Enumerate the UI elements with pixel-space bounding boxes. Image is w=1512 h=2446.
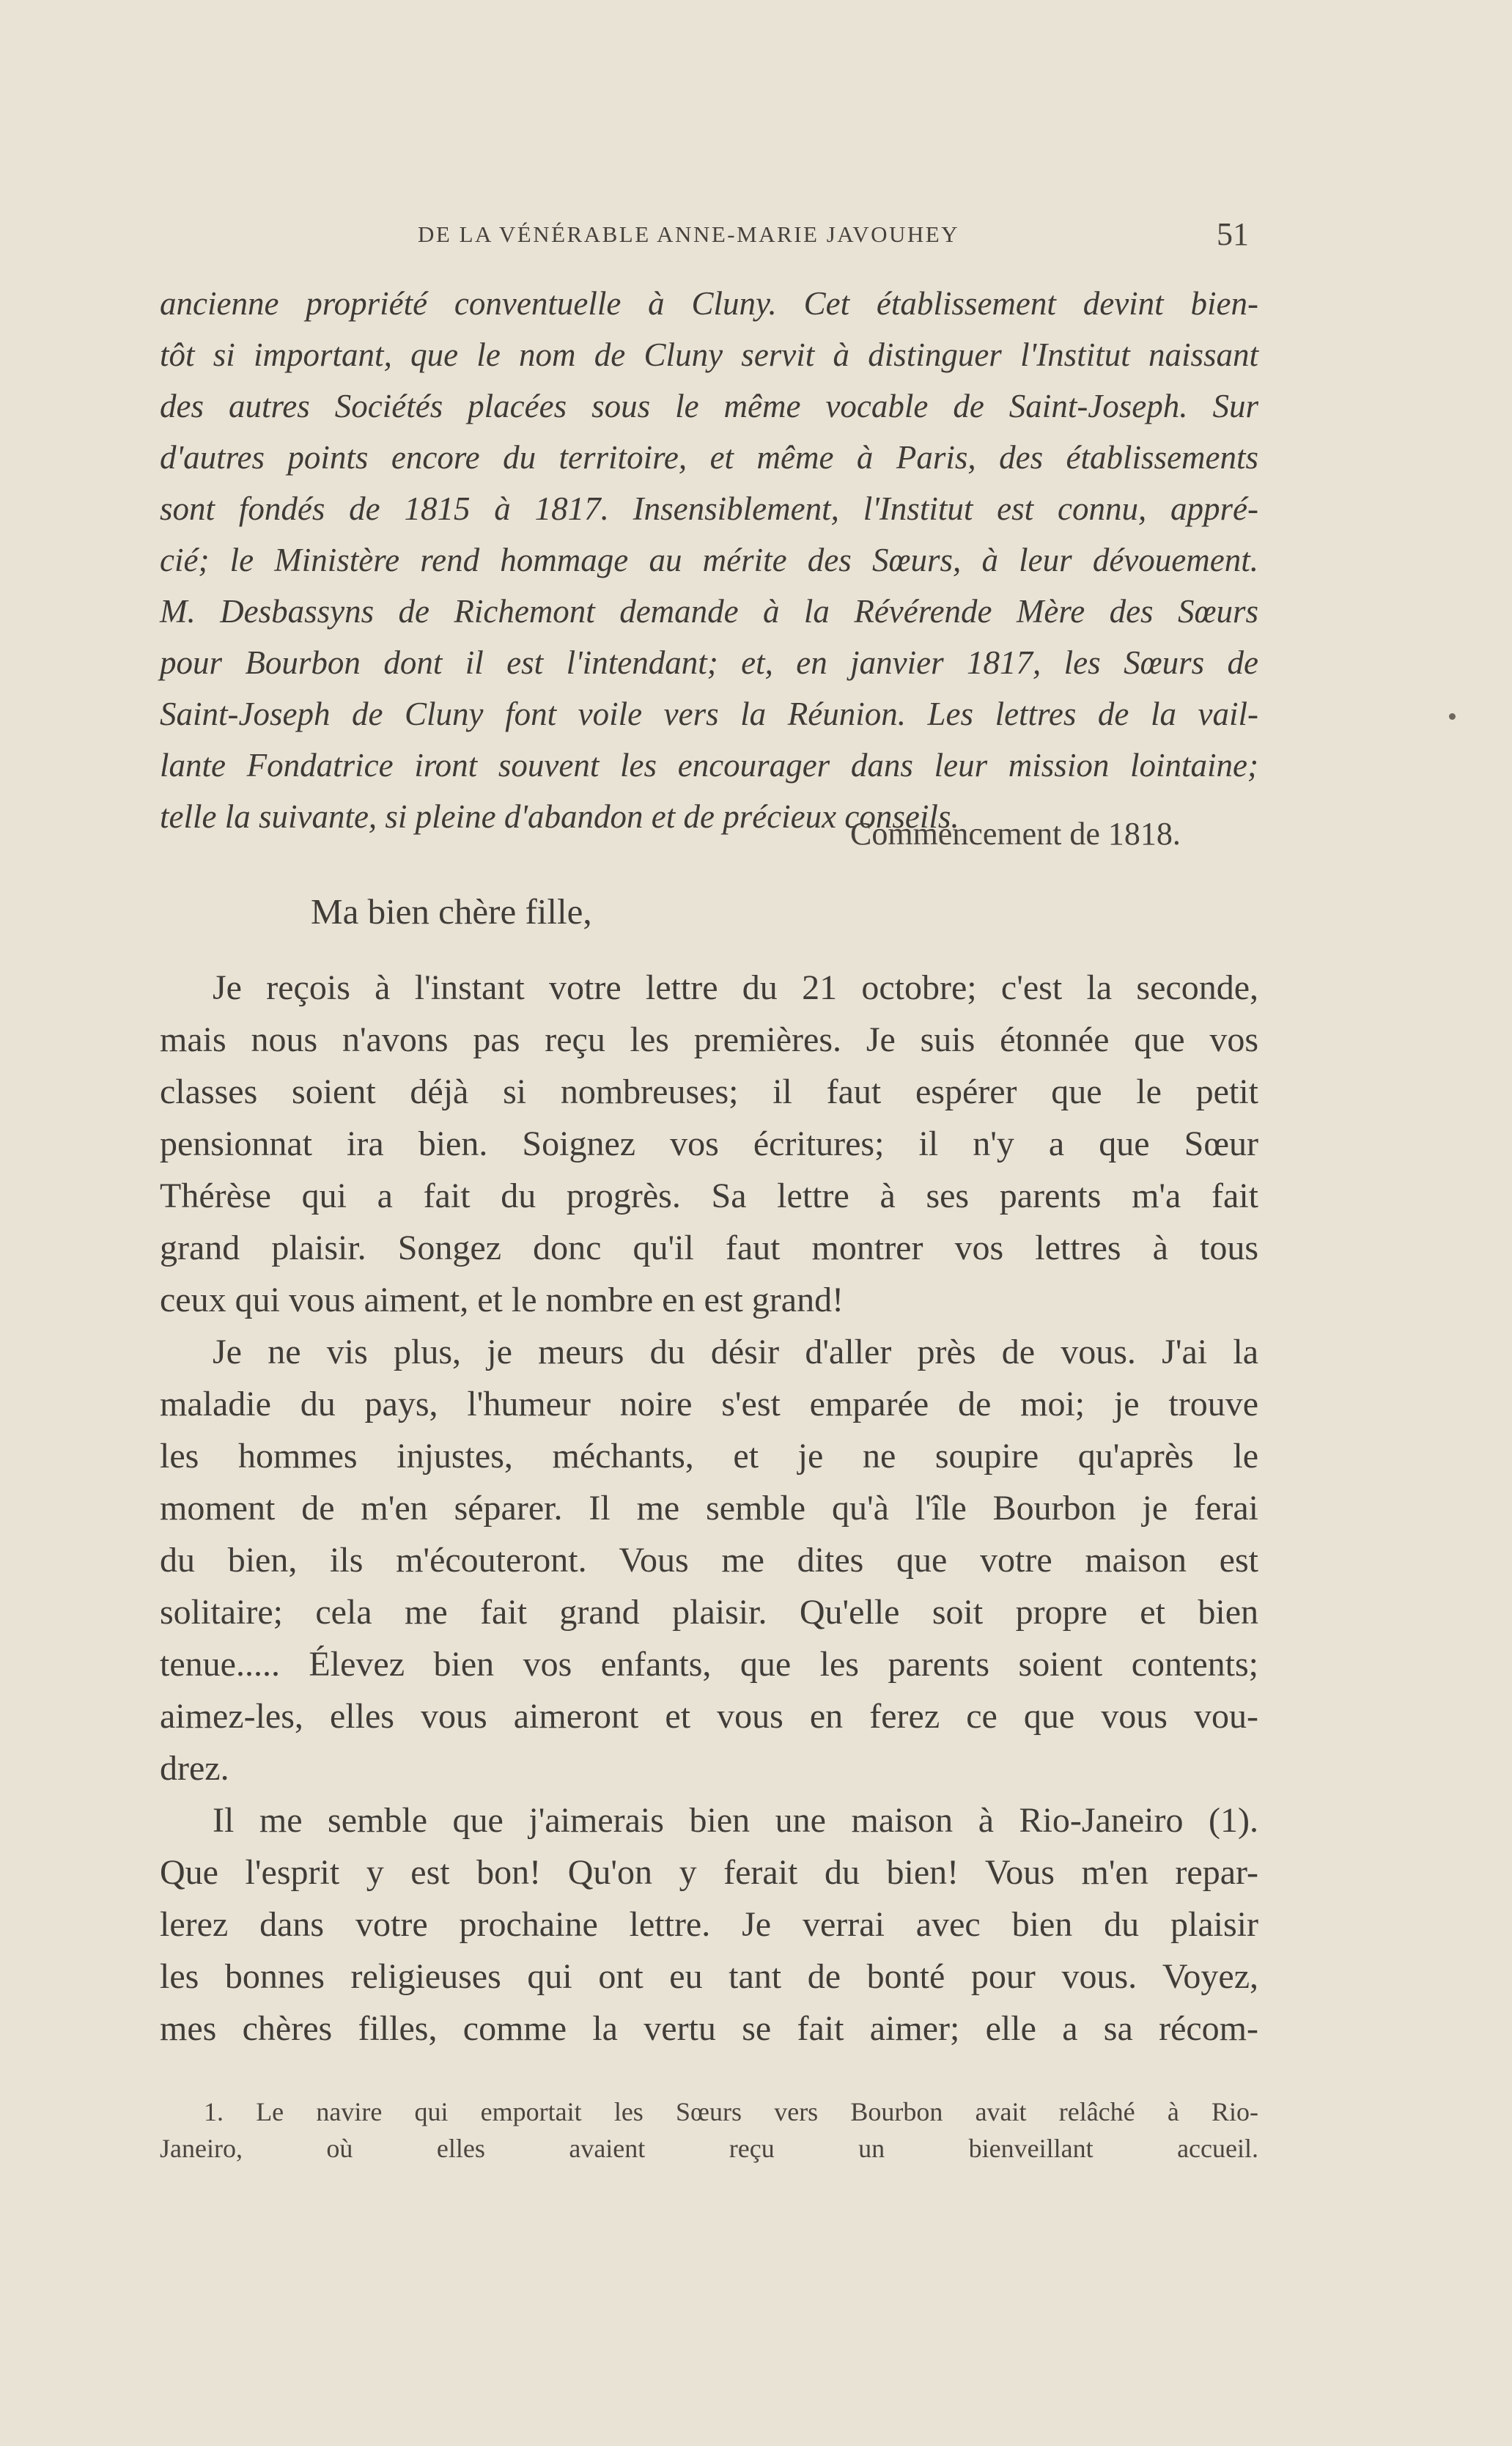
footnote-line: Janeiro, où elles avaient reçu un bienveillant accueil. bbox=[160, 2134, 1258, 2163]
intro-line: telle la suivante, si pleine d'abandon et de précieux conseils. bbox=[160, 798, 959, 835]
letter-line: Thérèse qui a fait du progrès. Sa lettre à ses parents m'a fait bbox=[160, 1176, 1258, 1215]
letter-line: tenue..... Élevez bien vos enfants, que les parents soient contents; bbox=[160, 1645, 1258, 1684]
letter-line: moment de m'en séparer. Il me semble qu'à l'île Bourbon je ferai bbox=[160, 1489, 1258, 1528]
letter-line: mais nous n'avons pas reçu les premières. Je suis étonnée que vos bbox=[160, 1020, 1258, 1059]
intro-line: d'autres points encore du territoire, et même à Paris, des établissements bbox=[160, 439, 1258, 476]
letter-line: grand plaisir. Songez donc qu'il faut montrer vos lettres à tous bbox=[160, 1228, 1258, 1267]
letter-line: du bien, ils m'écouteront. Vous me dites que votre maison est bbox=[160, 1541, 1258, 1580]
letter-line: les hommes injustes, méchants, et je ne soupire qu'après le bbox=[160, 1437, 1258, 1476]
page-number: 51 bbox=[1217, 216, 1249, 252]
intro-line: ancienne propriété conventuelle à Cluny. Cet établissement devint bien- bbox=[160, 285, 1258, 322]
letter-line: les bonnes religieuses qui ont eu tant de bonté pour vous. Voyez, bbox=[160, 1957, 1258, 1996]
footnote-line: 1. Le navire qui emportait les Sœurs vers Bourbon avait relâché à Rio- bbox=[204, 2097, 1258, 2126]
letter-line: Que l'esprit y est bon! Qu'on y ferait du bien! Vous m'en repar- bbox=[160, 1853, 1258, 1892]
intro-line: tôt si important, que le nom de Cluny servit à distinguer l'Institut naissant bbox=[160, 336, 1258, 373]
letter-line: ceux qui vous aiment, et le nombre en est grand! bbox=[160, 1281, 844, 1319]
intro-line: Saint-Joseph de Cluny font voile vers la Réunion. Les lettres de la vail- bbox=[160, 696, 1258, 732]
letter-line: pensionnat ira bien. Soignez vos écritures; il n'y a que Sœur bbox=[160, 1124, 1258, 1163]
letter-dateline: Commencement de 1818. bbox=[850, 816, 1181, 852]
intro-line: M. Desbassyns de Richemont demande à la Révérende Mère des Sœurs bbox=[160, 593, 1258, 630]
running-title: DE LA VÉNÉRABLE ANNE-MARIE JAVOUHEY bbox=[418, 221, 960, 247]
letter-line: maladie du pays, l'humeur noire s'est emparée de moi; je trouve bbox=[160, 1385, 1258, 1423]
letter-salutation: Ma bien chère fille, bbox=[311, 891, 592, 932]
letter-line: mes chères filles, comme la vertu se fait aimer; elle a sa récom- bbox=[160, 2009, 1258, 2048]
intro-line: lante Fondatrice iront souvent les encourager dans leur mission lointaine; bbox=[160, 747, 1258, 784]
letter-line: Je ne vis plus, je meurs du désir d'aller près de vous. J'ai la bbox=[213, 1333, 1258, 1371]
letter-line: Il me semble que j'aimerais bien une maison à Rio-Janeiro (1). bbox=[213, 1801, 1258, 1840]
letter-line: Je reçois à l'instant votre lettre du 21 octobre; c'est la seconde, bbox=[213, 968, 1258, 1007]
letter-line: solitaire; cela me fait grand plaisir. Qu'elle soit propre et bien bbox=[160, 1593, 1258, 1632]
paper-speck bbox=[1449, 713, 1456, 720]
intro-line: des autres Sociétés placées sous le même vocable de Saint-Joseph. Sur bbox=[160, 388, 1258, 424]
intro-line: pour Bourbon dont il est l'intendant; et, en janvier 1817, les Sœurs de bbox=[160, 644, 1258, 681]
intro-line: sont fondés de 1815 à 1817. Insensiblement, l'Institut est connu, appré- bbox=[160, 490, 1258, 527]
letter-line: lerez dans votre prochaine lettre. Je verrai avec bien du plaisir bbox=[160, 1905, 1258, 1944]
letter-line: drez. bbox=[160, 1749, 229, 1788]
intro-line: cié; le Ministère rend hommage au mérite des Sœurs, à leur dévouement. bbox=[160, 542, 1258, 578]
letter-line: aimez-les, elles vous aimeront et vous en ferez ce que vous vou- bbox=[160, 1697, 1258, 1736]
letter-line: classes soient déjà si nombreuses; il faut espérer que le petit bbox=[160, 1072, 1258, 1111]
